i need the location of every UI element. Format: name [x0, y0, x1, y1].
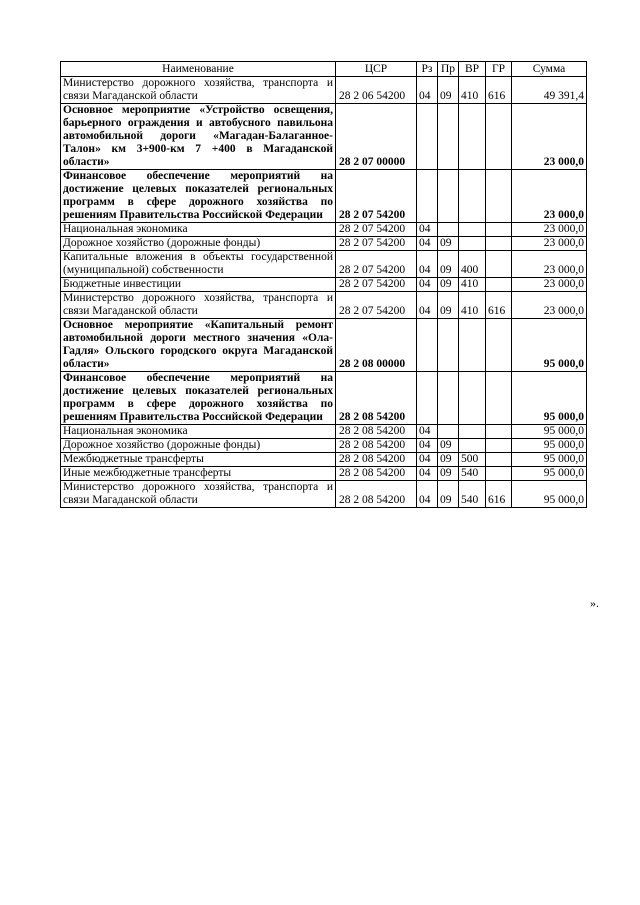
- rz-cell: 04: [417, 439, 438, 453]
- table-row: [61, 170, 587, 223]
- header-vr: ВР: [459, 62, 486, 77]
- pr-cell: 09: [438, 467, 459, 481]
- gr-cell: 616: [486, 77, 512, 104]
- sum-cell: 23 000,0: [512, 170, 587, 223]
- csr-cell: 28 2 08 54200: [336, 372, 417, 425]
- sum-cell: 23 000,0: [512, 223, 587, 237]
- pr-cell: 09: [438, 251, 459, 278]
- pr-cell: [438, 425, 459, 439]
- pr-cell: [438, 223, 459, 237]
- name-cell: Министерство дорожного хозяйства, транспорта и связи Магаданской области: [61, 481, 336, 508]
- vr-cell: [459, 170, 486, 223]
- pr-cell: [438, 372, 459, 425]
- csr-cell: 28 2 07 54200: [336, 292, 417, 319]
- pr-cell: [438, 170, 459, 223]
- table-row: [61, 319, 587, 372]
- vr-cell: [459, 439, 486, 453]
- vr-cell: 410: [459, 77, 486, 104]
- rz-cell: 04: [417, 77, 438, 104]
- csr-cell: 28 2 07 00000: [336, 104, 417, 170]
- rz-cell: [417, 104, 438, 170]
- csr-cell: 28 2 07 54200: [336, 278, 417, 292]
- name-cell: Национальная экономика: [61, 223, 336, 237]
- header-gr: ГР: [486, 62, 512, 77]
- header-pr: Пр: [438, 62, 459, 77]
- table-row: [61, 237, 587, 251]
- vr-cell: 500: [459, 453, 486, 467]
- sum-cell: 95 000,0: [512, 425, 587, 439]
- rz-cell: 04: [417, 223, 438, 237]
- table-row: [61, 372, 587, 425]
- pr-cell: 09: [438, 77, 459, 104]
- rz-cell: 04: [417, 237, 438, 251]
- vr-cell: [459, 425, 486, 439]
- vr-cell: 410: [459, 278, 486, 292]
- rz-cell: 04: [417, 278, 438, 292]
- header-rz: Рз: [417, 62, 438, 77]
- vr-cell: 540: [459, 481, 486, 508]
- rz-cell: 04: [417, 292, 438, 319]
- rz-cell: [417, 372, 438, 425]
- vr-cell: [459, 223, 486, 237]
- gr-cell: [486, 237, 512, 251]
- csr-cell: 28 2 08 54200: [336, 439, 417, 453]
- name-cell: Капитальные вложения в объекты государственной (муниципальной) собственности: [61, 251, 336, 278]
- sum-cell: 23 000,0: [512, 237, 587, 251]
- sum-cell: 95 000,0: [512, 439, 587, 453]
- rz-cell: 04: [417, 481, 438, 508]
- pr-cell: 09: [438, 453, 459, 467]
- vr-cell: 410: [459, 292, 486, 319]
- rz-cell: 04: [417, 251, 438, 278]
- sum-cell: 23 000,0: [512, 104, 587, 170]
- sum-cell: 95 000,0: [512, 481, 587, 508]
- pr-cell: 09: [438, 292, 459, 319]
- table-row: [61, 251, 587, 278]
- csr-cell: 28 2 08 00000: [336, 319, 417, 372]
- gr-cell: [486, 467, 512, 481]
- vr-cell: [459, 237, 486, 251]
- name-cell: Министерство дорожного хозяйства, транспорта и связи Магаданской области: [61, 292, 336, 319]
- gr-cell: [486, 104, 512, 170]
- name-cell: Министерство дорожного хозяйства, транспорта и связи Магаданской области: [61, 77, 336, 104]
- pr-cell: 09: [438, 278, 459, 292]
- gr-cell: [486, 170, 512, 223]
- csr-cell: 28 2 06 54200: [336, 77, 417, 104]
- header-sum: Сумма: [512, 62, 587, 77]
- name-cell: Дорожное хозяйство (дорожные фонды): [61, 439, 336, 453]
- sum-cell: 49 391,4: [512, 77, 587, 104]
- gr-cell: [486, 278, 512, 292]
- table-row: [61, 439, 587, 453]
- table-header-row: [61, 62, 587, 77]
- header-name: Наименование: [61, 62, 336, 77]
- name-cell: Основное мероприятие «Капитальный ремонт автомобильной дороги местного значения «Ола-Гадля» Ольского городского округа Магаданской области»: [61, 319, 336, 372]
- gr-cell: 616: [486, 292, 512, 319]
- gr-cell: [486, 425, 512, 439]
- sum-cell: 23 000,0: [512, 251, 587, 278]
- table-row: [61, 77, 587, 104]
- sum-cell: 95 000,0: [512, 319, 587, 372]
- vr-cell: 540: [459, 467, 486, 481]
- gr-cell: [486, 372, 512, 425]
- pr-cell: 09: [438, 439, 459, 453]
- vr-cell: 400: [459, 251, 486, 278]
- table-body: [61, 77, 587, 508]
- table-row: [61, 278, 587, 292]
- csr-cell: 28 2 08 54200: [336, 425, 417, 439]
- rz-cell: [417, 319, 438, 372]
- gr-cell: [486, 223, 512, 237]
- csr-cell: 28 2 07 54200: [336, 223, 417, 237]
- name-cell: Межбюджетные трансферты: [61, 453, 336, 467]
- gr-cell: [486, 439, 512, 453]
- name-cell: Дорожное хозяйство (дорожные фонды): [61, 237, 336, 251]
- vr-cell: [459, 319, 486, 372]
- name-cell: Иные межбюджетные трансферты: [61, 467, 336, 481]
- gr-cell: [486, 251, 512, 278]
- gr-cell: [486, 453, 512, 467]
- sum-cell: 23 000,0: [512, 292, 587, 319]
- name-cell: Основное мероприятие «Устройство освещения, барьерного ограждения и автобусного павильона автомобильной дороги «Магадан-Балаганное-Талон» км 3+900-км 7 +400 в Магаданской области»: [61, 104, 336, 170]
- rz-cell: 04: [417, 425, 438, 439]
- rz-cell: [417, 170, 438, 223]
- closing-quote-mark: ».: [590, 596, 599, 610]
- sum-cell: 23 000,0: [512, 278, 587, 292]
- sum-cell: 95 000,0: [512, 467, 587, 481]
- table-row: [61, 292, 587, 319]
- pr-cell: [438, 319, 459, 372]
- csr-cell: 28 2 07 54200: [336, 170, 417, 223]
- pr-cell: [438, 104, 459, 170]
- pr-cell: 09: [438, 237, 459, 251]
- header-csr: ЦСР: [336, 62, 417, 77]
- rz-cell: 04: [417, 467, 438, 481]
- gr-cell: [486, 319, 512, 372]
- name-cell: Бюджетные инвестиции: [61, 278, 336, 292]
- name-cell: Национальная экономика: [61, 425, 336, 439]
- table-row: [61, 425, 587, 439]
- table-row: [61, 453, 587, 467]
- vr-cell: [459, 104, 486, 170]
- table-row: [61, 481, 587, 508]
- csr-cell: 28 2 08 54200: [336, 481, 417, 508]
- name-cell: Финансовое обеспечение мероприятий на достижение целевых показателей региональных программ в сфере дорожного хозяйства по решениям Правительства Российской Федерации: [61, 372, 336, 425]
- csr-cell: 28 2 07 54200: [336, 251, 417, 278]
- gr-cell: 616: [486, 481, 512, 508]
- sum-cell: 95 000,0: [512, 453, 587, 467]
- csr-cell: 28 2 08 54200: [336, 453, 417, 467]
- budget-table: [60, 61, 587, 508]
- table-row: [61, 223, 587, 237]
- sum-cell: 95 000,0: [512, 372, 587, 425]
- csr-cell: 28 2 07 54200: [336, 237, 417, 251]
- rz-cell: 04: [417, 453, 438, 467]
- name-cell: Финансовое обеспечение мероприятий на достижение целевых показателей региональных программ в сфере дорожного хозяйства по решениям Правительства Российской Федерации: [61, 170, 336, 223]
- vr-cell: [459, 372, 486, 425]
- pr-cell: 09: [438, 481, 459, 508]
- table-row: [61, 467, 587, 481]
- table-row: [61, 104, 587, 170]
- csr-cell: 28 2 08 54200: [336, 467, 417, 481]
